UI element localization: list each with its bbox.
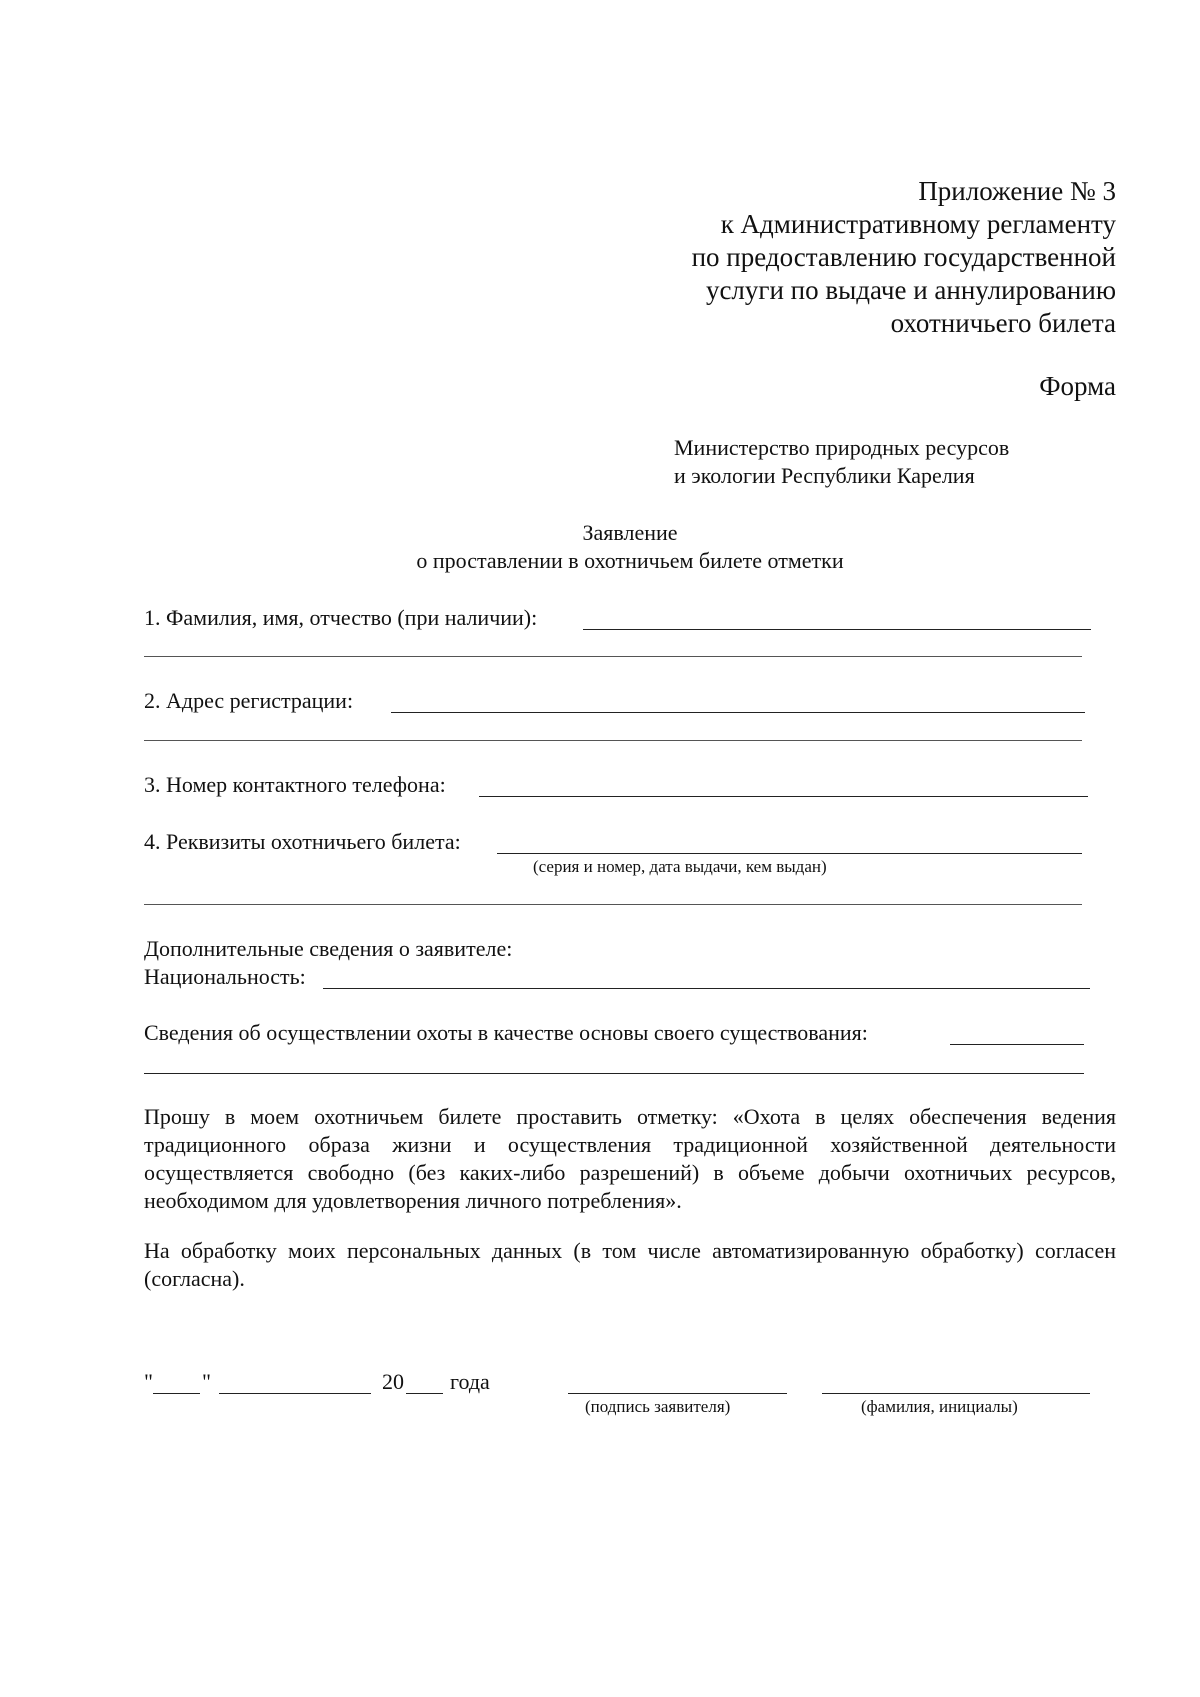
date-day-line[interactable]	[153, 1393, 200, 1394]
hunting-basis-continuation-line[interactable]	[144, 1073, 1084, 1074]
nationality-label: Национальность:	[144, 964, 306, 989]
hunting-basis-label: Сведения об осуществлении охоты в качестве основы своего существования:	[144, 1020, 868, 1045]
nationality-input-line[interactable]	[323, 988, 1090, 989]
fio-input-line[interactable]	[583, 629, 1091, 630]
date-month-line[interactable]	[219, 1393, 371, 1394]
document-title: Заявление	[582, 520, 678, 545]
fio-continuation-line[interactable]	[144, 656, 1082, 657]
appendix-line-5: охотничьего билета	[890, 308, 1116, 338]
appendix-line-2: к Административному регламенту	[720, 209, 1116, 239]
applicant-signature-line[interactable]	[568, 1393, 787, 1394]
ticket-hint: (серия и номер, дата выдачи, кем выдан)	[533, 857, 827, 876]
document-subtitle: о проставлении в охотничьем билете отметки	[416, 548, 844, 573]
additional-info-heading: Дополнительные сведения о заявителе:	[144, 936, 513, 961]
ticket-continuation-line[interactable]	[144, 904, 1082, 905]
appendix-line-4: услуги по выдаче и аннулированию	[705, 275, 1116, 305]
address-label: 2. Адрес регистрации:	[144, 688, 354, 713]
fio-label: 1. Фамилия, имя, отчество (при наличии):	[144, 605, 538, 630]
appendix-number: Приложение № 3	[918, 176, 1116, 206]
addressee-line-2: и экологии Республики Карелия	[674, 463, 975, 488]
consent-paragraph: На обработку моих персональных данных (в том числе автоматизированную обработку) согласен (согласна).	[144, 1238, 1116, 1291]
date-year-prefix: 20	[382, 1369, 404, 1394]
date-quote-open: "	[144, 1369, 153, 1394]
applicant-name-line[interactable]	[822, 1393, 1090, 1394]
form-label: Форма	[1039, 371, 1116, 401]
address-input-line[interactable]	[391, 712, 1085, 713]
phone-input-line[interactable]	[479, 796, 1088, 797]
hunting-basis-input-line[interactable]	[950, 1044, 1084, 1045]
date-year-line[interactable]	[406, 1393, 443, 1394]
date-year-suffix: года	[450, 1369, 490, 1394]
appendix-line-3: по предоставлению государственной	[691, 242, 1116, 272]
applicant-signature-hint: (подпись заявителя)	[585, 1397, 731, 1416]
addressee-line-1: Министерство природных ресурсов	[674, 435, 1010, 460]
applicant-name-hint: (фамилия, инициалы)	[861, 1397, 1018, 1416]
date-quote-close: "	[202, 1369, 211, 1394]
request-paragraph: Прошу в моем охотничьем билете проставить отметку: «Охота в целях обеспечения ведения традиционного образа жизни и осуществления традиционной хозяйственной деятельности осуществляется свободно (без каких-либо разрешений) в объеме добычи охотничьих ресурсов, необходимом для удовлетворения личного потребления».	[144, 1104, 1116, 1213]
phone-label: 3. Номер контактного телефона:	[144, 772, 446, 797]
address-continuation-line[interactable]	[144, 740, 1082, 741]
ticket-label: 4. Реквизиты охотничьего билета:	[144, 829, 461, 854]
ticket-input-line[interactable]	[497, 853, 1082, 854]
